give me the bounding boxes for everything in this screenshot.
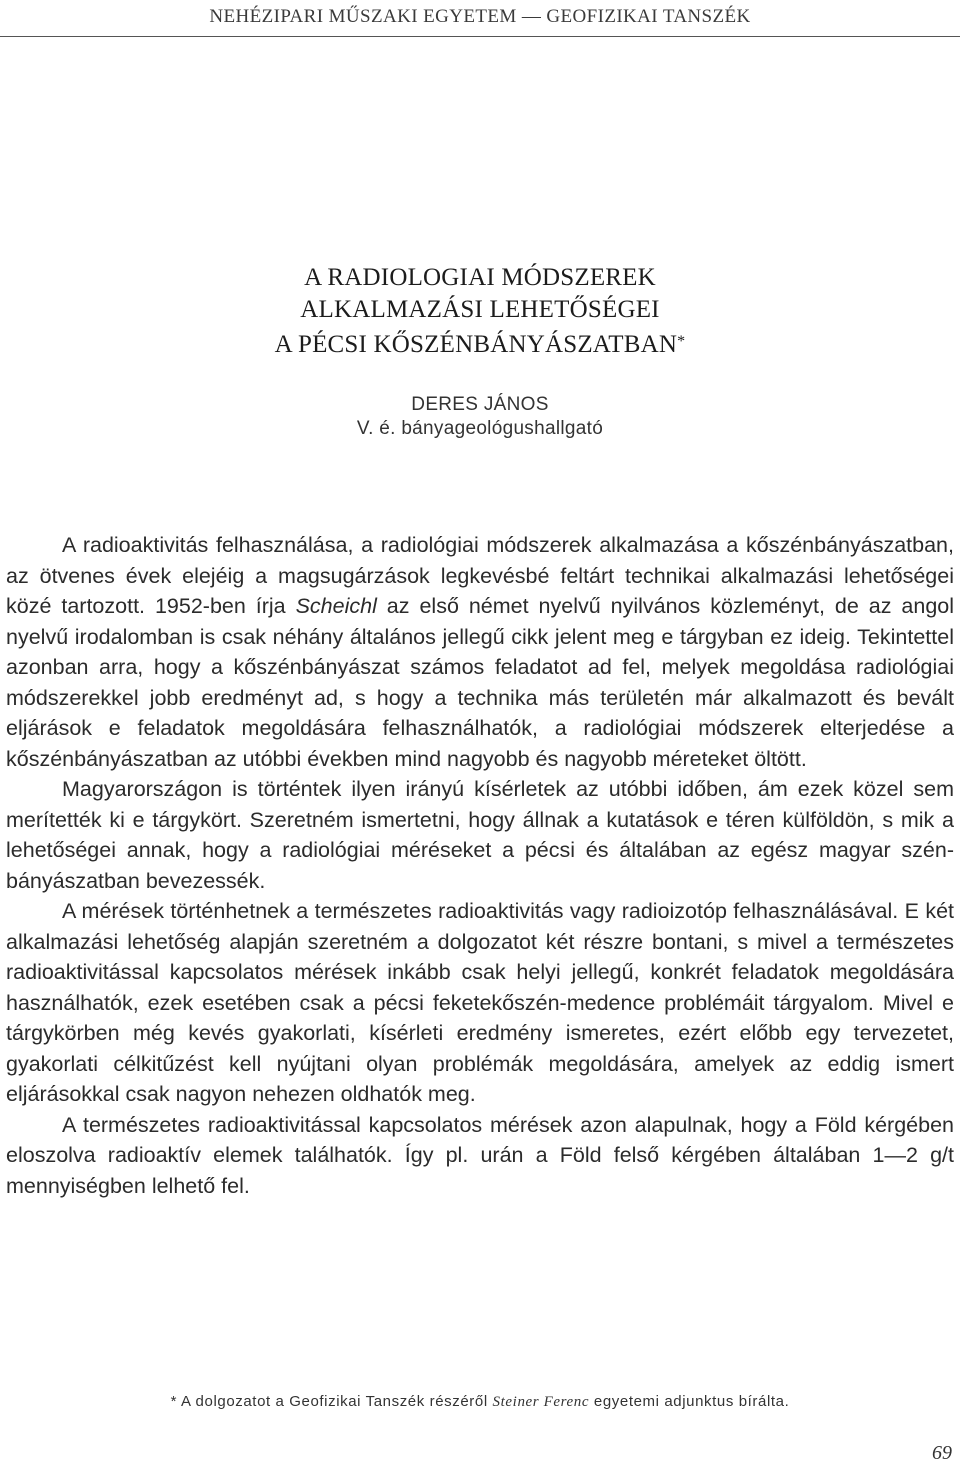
page-number: 69 [932,1442,952,1464]
author-block [0,393,960,441]
body-text [6,530,954,1201]
title-line-3-text: A PÉCSI KŐSZÉNBÁNYÁSZATBAN [274,331,678,358]
cited-author-name: Scheichl [295,594,377,618]
paragraph-1-text-after: az első német nyelvű nyilvános közleményt, de az angol nyelvű irodalomban is csak néhány általános jellegű cikk jelent meg e tárgyban ez ideig. Tekintettel azonban arra, hogy a kőszénbányászat számos feladatot ad fel, melyek megoldása radiológiai módszerekkel jobb eredményt ad, s hogy a technika más területén már alkalmazott és bevált eljárások e feladatok megoldására felhasználhatók, a radiológiai módszerek elterjedése a kőszénbányászatban az utóbbi években mind nagyobb és nagyobb méreteket öltött. [6,594,955,771]
title-footnote-marker: * [677,333,686,350]
paragraph-4: A természetes radioaktivitással kapcsolatos mérések azon alapulnak, hogy a Föld kérgében eloszolva radioaktív elemek találhatók. Így pl. urán a Föld felső kérgében általában 1—2 g/t mennyiségben lelhető fel. [6,1112,954,1198]
paragraph-2: Magyarországon is történtek ilyen irányú kísérletek az utóbbi időben, ám ezek közel sem merítették ki e tárgykört. Szeretném ismertetni, hogy állnak a kutatások e téren külföldön, s mik a lehetőségei annak, hogy a radiológiai méréseket a pécsi és általában az egész magyar szénbányászatban bevezessék. [6,777,954,893]
footnote-marker: * [170,1393,178,1410]
footnote-text-before: A dolgozatot a Geofizikai Tanszék részéről [181,1393,488,1410]
title-line-3 [0,326,960,361]
author-name: DERES JÁNOS [411,394,549,415]
title-line-1: A RADIOLOGIAI MÓDSZEREK [304,264,656,291]
header-rule [0,36,960,37]
title-line-2: ALKALMAZÁSI LEHETŐSÉGEI [300,296,660,323]
paragraph-3: A mérések történhetnek a természetes radioaktivitás vagy radioizotóp felhasználásával. E két alkalmazási lehetőség alapján szeretném a dolgozatot két részre bontani, s mivel a természetes radioaktivitással kapcsolatos mérések inkább csak helyi jellegű, konkrét feladatok megoldására használhatók, ezek esetében csak a pécsi feketekőszén-medence problémáit tárgyalom. Mivel e tárgykörben még kevés gyakorlati, kísérleti eredmény ismeretes, ezért előbb egy tervezetet, gyakorlati célkitűzést kell nyújtani olyan problémák megoldására, amelyek az eddig ismert eljárásokkal csak nagyon nehezen oldhatók meg. [6,899,954,1106]
article-title [0,262,960,361]
footnote [0,1393,960,1411]
footnote-text-after: egyetemi adjunktus bírálta. [593,1393,790,1410]
paragraph-1 [6,530,954,774]
footnote-reviewer-name: Steiner Ferenc [492,1394,590,1410]
running-head: NEHÉZIPARI MŰSZAKI EGYETEM — GEOFIZIKAI TANSZÉK [209,6,751,27]
paragraph-1-text-before: A radioaktivitás felhasználása, a radiológiai módszerek alkalmazása a kőszénbányászatban, az ötvenes évek elejéig a magsugárzások legkevésbé feltárt technikai alkalmazási lehetőségei közé tartozott. 1952-ben írja [6,533,954,618]
author-affiliation: V. é. bányageológushallgató [356,418,604,439]
